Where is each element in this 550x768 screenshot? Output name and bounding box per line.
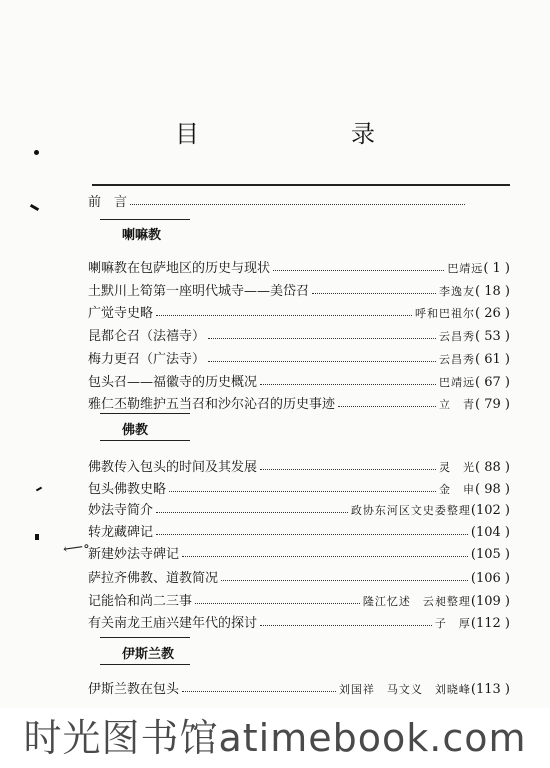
leader-dots [156, 534, 468, 535]
entry-author: 云昌秀 [439, 353, 476, 366]
toc-entry[interactable] [88, 477, 510, 497]
leader-dots [156, 512, 348, 513]
toc-entry[interactable] [88, 677, 510, 697]
leader-dots [260, 384, 436, 385]
entry-page: ( 88 ) [475, 460, 510, 475]
entry-page: ( 1 ) [483, 261, 510, 276]
ink-stroke [30, 204, 39, 211]
entry-author: 金 申 [439, 483, 476, 496]
leader-dots [169, 491, 436, 492]
toc-entry[interactable] [88, 498, 510, 518]
entry-title: 昆都仑召（法禧寺） [88, 329, 206, 344]
toc-entry[interactable] [88, 455, 510, 475]
entry-title: 妙法寺简介 [88, 503, 154, 518]
top-rule [92, 184, 510, 186]
toc-entry[interactable] [88, 324, 510, 344]
section-rule [100, 664, 190, 665]
section-heading-islam: 伊斯兰教 [122, 647, 175, 662]
toc-entry[interactable] [88, 611, 510, 631]
toc-entry[interactable] [88, 301, 510, 321]
entry-title: 萨拉齐佛教、道教简况 [88, 571, 219, 586]
section-rule [100, 637, 190, 638]
ink-stroke [36, 487, 42, 492]
section-rule [100, 413, 190, 414]
entry-page: ( 79 ) [475, 397, 510, 412]
entry-author: 子 厚 [434, 617, 471, 630]
leader-dots [273, 270, 444, 271]
leader-dots [260, 469, 436, 470]
entry-page: (112 ) [470, 616, 510, 631]
entry-author: 巴靖远 [447, 262, 484, 275]
page-title: 目 录 [175, 120, 439, 148]
toc-entry[interactable] [88, 589, 510, 609]
leader-dots [221, 580, 468, 581]
entry-page: ( 61 ) [475, 352, 510, 367]
leader-dots [208, 338, 436, 339]
entry-title: 喇嘛教在包萨地区的历史与现状 [88, 261, 271, 276]
entry-author: 灵 光 [439, 461, 476, 474]
entry-title: 转龙藏碑记 [88, 525, 154, 540]
leader-dots [338, 406, 436, 407]
entry-title: 土默川上筍第一座明代城寺——美岱召 [88, 284, 310, 299]
entry-author: 立 青 [439, 398, 476, 411]
entry-author: 云昌秀 [439, 330, 476, 343]
entry-page: (105 ) [470, 547, 510, 562]
entry-page: ( 67 ) [475, 375, 510, 390]
entry-author: 呼和巴祖尔 [415, 307, 476, 320]
entry-title: 记能恰和尚二三事 [88, 594, 193, 609]
entry-title: 梅力更召（广法寺） [88, 352, 206, 367]
entry-page: ( 53 ) [475, 329, 510, 344]
entry-page: (104 ) [470, 525, 510, 540]
entry-author: 刘国祥 马文义 刘晓峰 [338, 683, 471, 696]
entry-page: (106 ) [470, 571, 510, 586]
toc-entry[interactable] [88, 370, 510, 390]
section-rule [100, 219, 190, 220]
entry-title: 广觉寺史略 [88, 306, 154, 321]
entry-title: 佛教传入包头的时间及其发展 [88, 460, 258, 475]
toc-entry[interactable] [88, 542, 510, 562]
entry-author: 政协东河区文史委整理 [350, 504, 471, 517]
entry-page: ( 98 ) [475, 482, 510, 497]
entry-page: (109 ) [470, 594, 510, 609]
leader-dots [156, 315, 412, 316]
entry-page: ( 18 ) [475, 284, 510, 299]
leader-dots [130, 204, 465, 205]
watermark-banner: 时光图书馆atimebook.com [0, 708, 550, 768]
preface-label: 前 言 [88, 195, 128, 210]
toc-entry[interactable] [88, 256, 510, 276]
toc-entry[interactable] [88, 347, 510, 367]
toc-entry[interactable] [88, 279, 510, 299]
section-rule [100, 440, 190, 441]
ink-dot [35, 534, 39, 540]
entry-title: 伊斯兰教在包头 [88, 682, 180, 697]
section-heading-buddhism: 佛教 [122, 423, 149, 438]
entry-title: 包头召——福徽寺的历史概况 [88, 375, 258, 390]
leader-dots [182, 556, 468, 557]
leader-dots [208, 361, 436, 362]
ink-dot [34, 150, 39, 155]
leader-dots [195, 603, 360, 604]
leader-dots [312, 293, 436, 294]
toc-entry[interactable] [88, 392, 510, 412]
entry-title: 包头佛教史略 [88, 482, 167, 497]
entry-author: 隆江忆述 云昶整理 [362, 595, 471, 608]
entry-title: 雅仁丕勒维护五当召和沙尔沁召的历史事迹 [88, 397, 336, 412]
preface-entry[interactable] [88, 190, 468, 210]
handwritten-arrow-mark: ⟵∘ [62, 538, 91, 558]
entry-page: ( 26 ) [475, 306, 510, 321]
toc-entry[interactable] [88, 566, 510, 586]
toc-entry[interactable] [88, 520, 510, 540]
leader-dots [260, 625, 432, 626]
entry-page: (102 ) [470, 503, 510, 518]
leader-dots [182, 691, 336, 692]
section-heading-lamaism: 喇嘛教 [122, 228, 162, 243]
entry-author: 巴靖远 [439, 376, 476, 389]
entry-page: (113 ) [470, 682, 510, 697]
entry-author: 李逸友 [439, 285, 476, 298]
entry-title: 新建妙法寺碑记 [88, 547, 180, 562]
entry-title: 有关南龙王庙兴建年代的探讨 [88, 616, 258, 631]
